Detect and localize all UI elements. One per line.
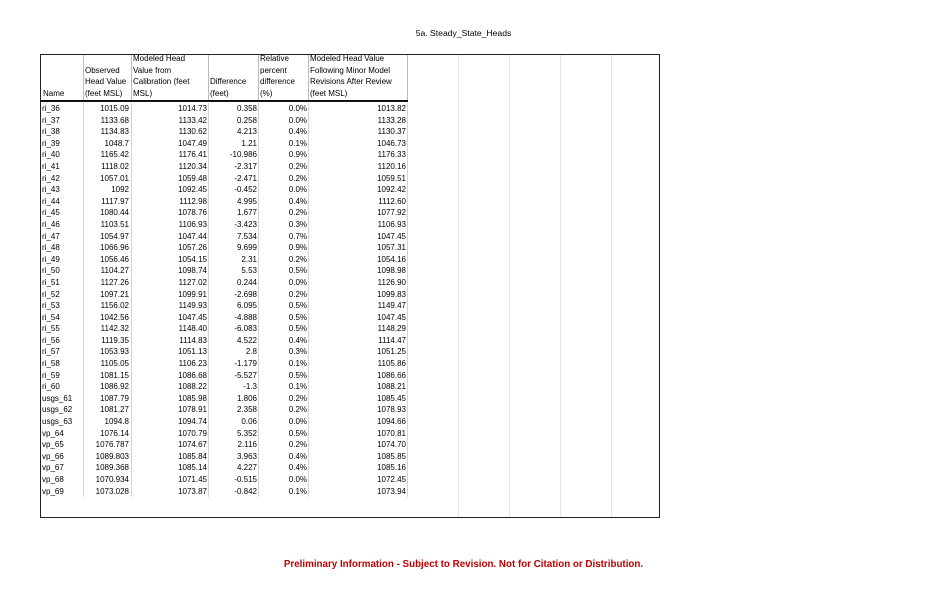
header-name <box>41 55 83 100</box>
table-row <box>41 323 408 335</box>
cell-revised: 1074.70 <box>377 440 406 450</box>
cell-observed: 1066.96 <box>100 243 129 253</box>
header-line: Calibration (feet <box>133 77 190 87</box>
cell-modeled: 1086.68 <box>178 370 207 380</box>
cell-observed: 1087.79 <box>100 393 129 403</box>
cell-observed: 1056.46 <box>100 254 129 264</box>
cell-modeled: 1099.91 <box>178 289 207 299</box>
cell-relative: 0.4% <box>288 451 307 461</box>
cell-name: ri_53 <box>42 301 60 311</box>
cell-difference: -0.515 <box>234 475 257 484</box>
cell-revised: 1148.29 <box>377 324 406 334</box>
cell-modeled: 1071.45 <box>178 475 207 484</box>
cell-observed: 1089.803 <box>95 451 129 461</box>
table-row <box>41 138 408 150</box>
cell-name: ri_52 <box>42 289 60 299</box>
cell-observed: 1054.97 <box>100 231 129 241</box>
cell-revised: 1086.66 <box>377 370 406 380</box>
cell-name: usgs_63 <box>42 417 73 427</box>
table-row <box>41 219 408 231</box>
cell-revised: 1070.81 <box>377 428 406 438</box>
cell-observed: 1134.83 <box>100 127 129 137</box>
cell-revised: 1054.16 <box>377 254 406 264</box>
cell-difference: 4.995 <box>236 196 257 206</box>
cell-modeled: 1092.45 <box>178 185 207 195</box>
cell-name: ri_36 <box>42 104 60 113</box>
header-relative <box>258 55 308 100</box>
cell-relative: 0.5% <box>288 266 307 276</box>
table-row <box>41 462 408 474</box>
cell-relative: 0.5% <box>288 324 307 334</box>
cell-name: ri_39 <box>42 138 60 148</box>
cell-name: ri_44 <box>42 196 60 206</box>
table-row <box>41 207 408 219</box>
cell-relative: 0.3% <box>288 219 307 229</box>
table-row <box>41 486 408 498</box>
cell-revised: 1130.37 <box>377 127 406 137</box>
header-line: Observed <box>85 65 120 75</box>
cell-name: ri_55 <box>42 324 60 334</box>
cell-modeled: 1120.34 <box>178 161 207 171</box>
cell-name: ri_48 <box>42 243 60 253</box>
table-row <box>41 312 408 324</box>
table-row <box>41 115 408 127</box>
header-line: Modeled Head <box>133 54 186 63</box>
cell-name: vp_69 <box>42 486 64 496</box>
cell-revised: 1047.45 <box>377 231 406 241</box>
cell-modeled: 1059.48 <box>178 173 207 183</box>
cell-modeled: 1094.74 <box>178 417 207 427</box>
cell-difference: -2.698 <box>234 289 257 299</box>
header-line: Following Minor Model <box>310 65 391 75</box>
cell-difference: 4.227 <box>236 463 257 473</box>
cell-modeled: 1085.98 <box>178 393 207 403</box>
table-row <box>41 173 408 185</box>
cell-name: vp_66 <box>42 451 64 461</box>
cell-difference: -6.083 <box>234 324 257 334</box>
cell-modeled: 1014.73 <box>178 104 207 113</box>
cell-difference: -4.888 <box>234 312 257 322</box>
header-line: percent <box>260 65 287 75</box>
cell-name: ri_50 <box>42 266 60 276</box>
grid-line <box>560 55 561 517</box>
cell-modeled: 1106.23 <box>178 359 207 369</box>
cell-revised: 1099.83 <box>377 289 406 299</box>
header-line: Value from <box>133 65 172 75</box>
table-row <box>41 289 408 301</box>
cell-name: ri_47 <box>42 231 60 241</box>
header-difference <box>208 55 258 100</box>
cell-revised: 1078.93 <box>377 405 406 415</box>
cell-difference: 1.21 <box>241 138 257 148</box>
cell-observed: 1053.93 <box>100 347 129 357</box>
cell-revised: 1085.16 <box>377 463 406 473</box>
cell-difference: 4.213 <box>236 127 257 137</box>
cell-name: ri_49 <box>42 254 60 264</box>
cell-modeled: 1148.40 <box>178 324 207 334</box>
cell-difference: 0.258 <box>236 115 257 125</box>
header-line: Head Value <box>85 77 127 87</box>
cell-name: ri_38 <box>42 127 60 137</box>
cell-difference: 0.06 <box>241 417 257 427</box>
cell-relative: 0.2% <box>288 254 307 264</box>
cell-modeled: 1085.84 <box>178 451 207 461</box>
cell-name: ri_56 <box>42 335 60 345</box>
header-line: Name <box>43 89 65 99</box>
cell-observed: 1103.51 <box>100 219 129 229</box>
cell-modeled: 1054.15 <box>178 254 207 264</box>
cell-difference: -10.986 <box>229 150 257 160</box>
cell-observed: 1048.7 <box>104 138 129 148</box>
cell-difference: -0.842 <box>234 486 257 496</box>
cell-observed: 1118.02 <box>101 161 129 171</box>
cell-difference: 2.8 <box>245 347 257 357</box>
cell-difference: 7.534 <box>236 231 257 241</box>
cell-relative: 0.4% <box>288 127 307 137</box>
cell-modeled: 1085.14 <box>178 463 207 473</box>
header-line: (feet MSL) <box>85 89 123 99</box>
cell-relative: 0.0% <box>288 475 307 484</box>
cell-observed: 1105.05 <box>100 359 129 369</box>
cell-relative: 0.9% <box>288 150 307 160</box>
cell-observed: 1073.028 <box>95 486 129 496</box>
cell-observed: 1127.26 <box>100 277 129 287</box>
cell-modeled: 1057.26 <box>178 243 207 253</box>
cell-modeled: 1070.79 <box>178 428 207 438</box>
table-row <box>41 416 408 428</box>
cell-modeled: 1127.02 <box>178 277 207 287</box>
cell-difference: 4.522 <box>236 335 257 345</box>
cell-difference: -0.452 <box>234 185 257 195</box>
cell-relative: 0.9% <box>288 243 307 253</box>
cell-difference: -1.179 <box>234 359 257 369</box>
cell-relative: 0.5% <box>288 428 307 438</box>
cell-observed: 1042.56 <box>100 312 129 322</box>
cell-revised: 1088.21 <box>377 382 406 392</box>
cell-observed: 1094.8 <box>104 417 129 427</box>
cell-relative: 0.2% <box>288 393 307 403</box>
table-row <box>41 126 408 138</box>
cell-revised: 1059.51 <box>377 173 406 183</box>
grid-line <box>509 55 510 517</box>
cell-modeled: 1112.98 <box>179 196 207 206</box>
cell-relative: 0.0% <box>288 115 307 125</box>
cell-name: ri_43 <box>42 185 60 195</box>
cell-modeled: 1088.22 <box>178 382 207 392</box>
table-row <box>41 242 408 254</box>
cell-revised: 1094.66 <box>377 417 406 427</box>
cell-name: ri_41 <box>42 161 60 171</box>
cell-relative: 0.2% <box>288 161 307 171</box>
cell-name: vp_64 <box>42 428 64 438</box>
table-row <box>41 265 408 277</box>
cell-observed: 1117.97 <box>101 196 129 206</box>
cell-relative: 0.2% <box>288 289 307 299</box>
header-line: MSL) <box>133 89 153 99</box>
cell-modeled: 1114.83 <box>179 335 207 345</box>
grid-line <box>611 55 612 517</box>
cell-name: vp_68 <box>42 475 64 484</box>
cell-name: usgs_61 <box>42 393 73 403</box>
cell-observed: 1086.92 <box>100 382 129 392</box>
print-area-frame <box>40 54 660 518</box>
cell-revised: 1176.33 <box>377 150 406 160</box>
cell-modeled: 1051.13 <box>178 347 207 357</box>
sheet-title: 5a. Steady_State_Heads <box>415 28 512 38</box>
table-row <box>41 184 408 196</box>
cell-revised: 1098.98 <box>377 266 406 276</box>
cell-revised: 1114.47 <box>378 335 406 345</box>
cell-modeled: 1047.45 <box>178 312 207 322</box>
cell-revised: 1073.94 <box>377 486 406 496</box>
header-line: Difference <box>210 77 247 87</box>
cell-modeled: 1098.74 <box>178 266 207 276</box>
cell-observed: 1142.32 <box>100 324 129 334</box>
cell-name: ri_42 <box>42 173 60 183</box>
cell-relative: 0.1% <box>288 138 307 148</box>
cell-observed: 1092 <box>111 185 129 195</box>
cell-relative: 0.2% <box>288 440 307 450</box>
cell-difference: -2.317 <box>234 161 257 171</box>
cell-modeled: 1047.49 <box>178 138 207 148</box>
cell-difference: 0.244 <box>236 277 257 287</box>
cell-difference: -3.423 <box>234 219 257 229</box>
cell-observed: 1057.01 <box>100 173 129 183</box>
cell-difference: 3.963 <box>236 451 257 461</box>
cell-modeled: 1176.41 <box>178 150 207 160</box>
cell-observed: 1015.09 <box>100 104 129 113</box>
cell-relative: 0.2% <box>288 405 307 415</box>
preliminary-disclaimer: Preliminary Information - Subject to Revision. Not for Citation or Distribution. <box>283 559 644 570</box>
cell-revised: 1051.25 <box>377 347 406 357</box>
cell-revised: 1085.45 <box>377 393 406 403</box>
cell-name: ri_54 <box>42 312 60 322</box>
cell-name: ri_51 <box>42 277 60 287</box>
cell-modeled: 1047.44 <box>178 231 207 241</box>
header-line: difference <box>260 77 295 87</box>
grid-line <box>458 55 459 517</box>
cell-name: vp_65 <box>42 440 64 450</box>
cell-modeled: 1078.76 <box>178 208 207 218</box>
table-row <box>41 381 408 393</box>
cell-relative: 0.7% <box>288 231 307 241</box>
cell-name: usgs_62 <box>42 405 73 415</box>
cell-observed: 1080.44 <box>100 208 129 218</box>
cell-observed: 1133.68 <box>100 115 129 125</box>
cell-relative: 0.0% <box>288 185 307 195</box>
cell-name: ri_45 <box>42 208 60 218</box>
table-row <box>41 335 408 347</box>
cell-name: ri_46 <box>42 219 60 229</box>
cell-difference: 1.677 <box>236 208 257 218</box>
cell-revised: 1112.60 <box>378 196 406 206</box>
header-line: (feet MSL) <box>310 89 348 99</box>
header-line: Relative <box>260 54 289 63</box>
cell-difference: 2.358 <box>236 405 257 415</box>
table-row <box>41 404 408 416</box>
cell-difference: -1.3 <box>243 382 257 392</box>
cell-revised: 1120.16 <box>377 161 406 171</box>
table-row <box>41 451 408 463</box>
cell-relative: 0.0% <box>288 277 307 287</box>
cell-difference: 6.095 <box>236 301 257 311</box>
header-modeled <box>131 55 208 100</box>
table-row <box>41 277 408 289</box>
table-row <box>41 346 408 358</box>
table-row <box>41 149 408 161</box>
cell-relative: 0.5% <box>288 301 307 311</box>
cell-name: ri_37 <box>42 115 60 125</box>
cell-revised: 1057.31 <box>377 243 406 253</box>
cell-difference: 2.116 <box>237 440 257 450</box>
cell-name: ri_58 <box>42 359 60 369</box>
cell-relative: 0.4% <box>288 463 307 473</box>
cell-relative: 0.1% <box>288 359 307 369</box>
table-row <box>41 474 408 486</box>
table-row <box>41 393 408 405</box>
cell-observed: 1165.42 <box>100 150 129 160</box>
cell-revised: 1106.93 <box>377 219 406 229</box>
table-row <box>41 196 408 208</box>
cell-modeled: 1078.91 <box>178 405 207 415</box>
cell-observed: 1081.15 <box>100 370 129 380</box>
cell-difference: -5.527 <box>234 370 257 380</box>
table-row <box>41 439 408 451</box>
cell-modeled: 1074.67 <box>178 440 207 450</box>
header-line: Modeled Head Value <box>310 54 385 63</box>
header-line: (feet) <box>210 89 229 99</box>
cell-revised: 1092.42 <box>377 185 406 195</box>
cell-revised: 1013.82 <box>377 104 406 113</box>
cell-name: ri_59 <box>42 370 60 380</box>
table-row <box>41 103 408 115</box>
cell-name: vp_67 <box>42 463 64 473</box>
cell-relative: 0.1% <box>288 382 307 392</box>
table-row <box>41 428 408 440</box>
cell-relative: 0.0% <box>288 104 307 113</box>
table-row <box>41 370 408 382</box>
table-row <box>41 161 408 173</box>
cell-difference: 5.352 <box>236 428 257 438</box>
cell-observed: 1076.787 <box>95 440 129 450</box>
cell-name: ri_40 <box>42 150 60 160</box>
cell-difference: 2.31 <box>241 254 257 264</box>
cell-observed: 1076.14 <box>100 428 129 438</box>
header-revised <box>308 55 408 100</box>
cell-observed: 1104.27 <box>100 266 129 276</box>
cell-revised: 1105.86 <box>377 359 406 369</box>
cell-relative: 0.3% <box>288 347 307 357</box>
cell-relative: 0.5% <box>288 312 307 322</box>
cell-observed: 1070.934 <box>95 475 129 484</box>
cell-revised: 1149.47 <box>377 301 406 311</box>
cell-relative: 0.5% <box>288 370 307 380</box>
cell-observed: 1081.27 <box>100 405 129 415</box>
cell-difference: 0.358 <box>236 104 257 113</box>
header-line: (%) <box>260 89 273 99</box>
cell-relative: 0.4% <box>288 335 307 345</box>
cell-modeled: 1130.62 <box>178 127 207 137</box>
cell-observed: 1089.368 <box>95 463 129 473</box>
cell-revised: 1072.45 <box>377 475 406 484</box>
table-row <box>41 254 408 266</box>
cell-modeled: 1149.93 <box>178 301 207 311</box>
cell-difference: 9.699 <box>236 243 257 253</box>
cell-revised: 1133.28 <box>377 115 406 125</box>
cell-relative: 0.1% <box>288 486 307 496</box>
cell-relative: 0.2% <box>288 173 307 183</box>
cell-difference: 1.806 <box>236 393 257 403</box>
cell-revised: 1085.85 <box>377 451 406 461</box>
table-header <box>41 55 408 102</box>
cell-revised: 1046.73 <box>377 138 406 148</box>
cell-relative: 0.0% <box>288 417 307 427</box>
cell-observed: 1119.35 <box>101 335 129 345</box>
cell-observed: 1097.21 <box>100 289 129 299</box>
cell-modeled: 1106.93 <box>178 219 207 229</box>
cell-modeled: 1073.87 <box>178 486 207 496</box>
header-line: Revisions After Review <box>310 77 392 87</box>
cell-difference: -2.471 <box>234 173 257 183</box>
table-row <box>41 231 408 243</box>
cell-revised: 1047.45 <box>377 312 406 322</box>
header-observed <box>83 55 131 100</box>
cell-relative: 0.4% <box>288 196 307 206</box>
cell-name: ri_60 <box>42 382 60 392</box>
table-row <box>41 358 408 370</box>
table-body <box>41 103 408 497</box>
cell-revised: 1077.92 <box>377 208 406 218</box>
cell-difference: 5.53 <box>241 266 257 276</box>
cell-relative: 0.2% <box>288 208 307 218</box>
cell-modeled: 1133.42 <box>178 115 207 125</box>
table-row <box>41 300 408 312</box>
cell-name: ri_57 <box>42 347 60 357</box>
cell-observed: 1156.02 <box>100 301 129 311</box>
cell-revised: 1126.90 <box>377 277 406 287</box>
